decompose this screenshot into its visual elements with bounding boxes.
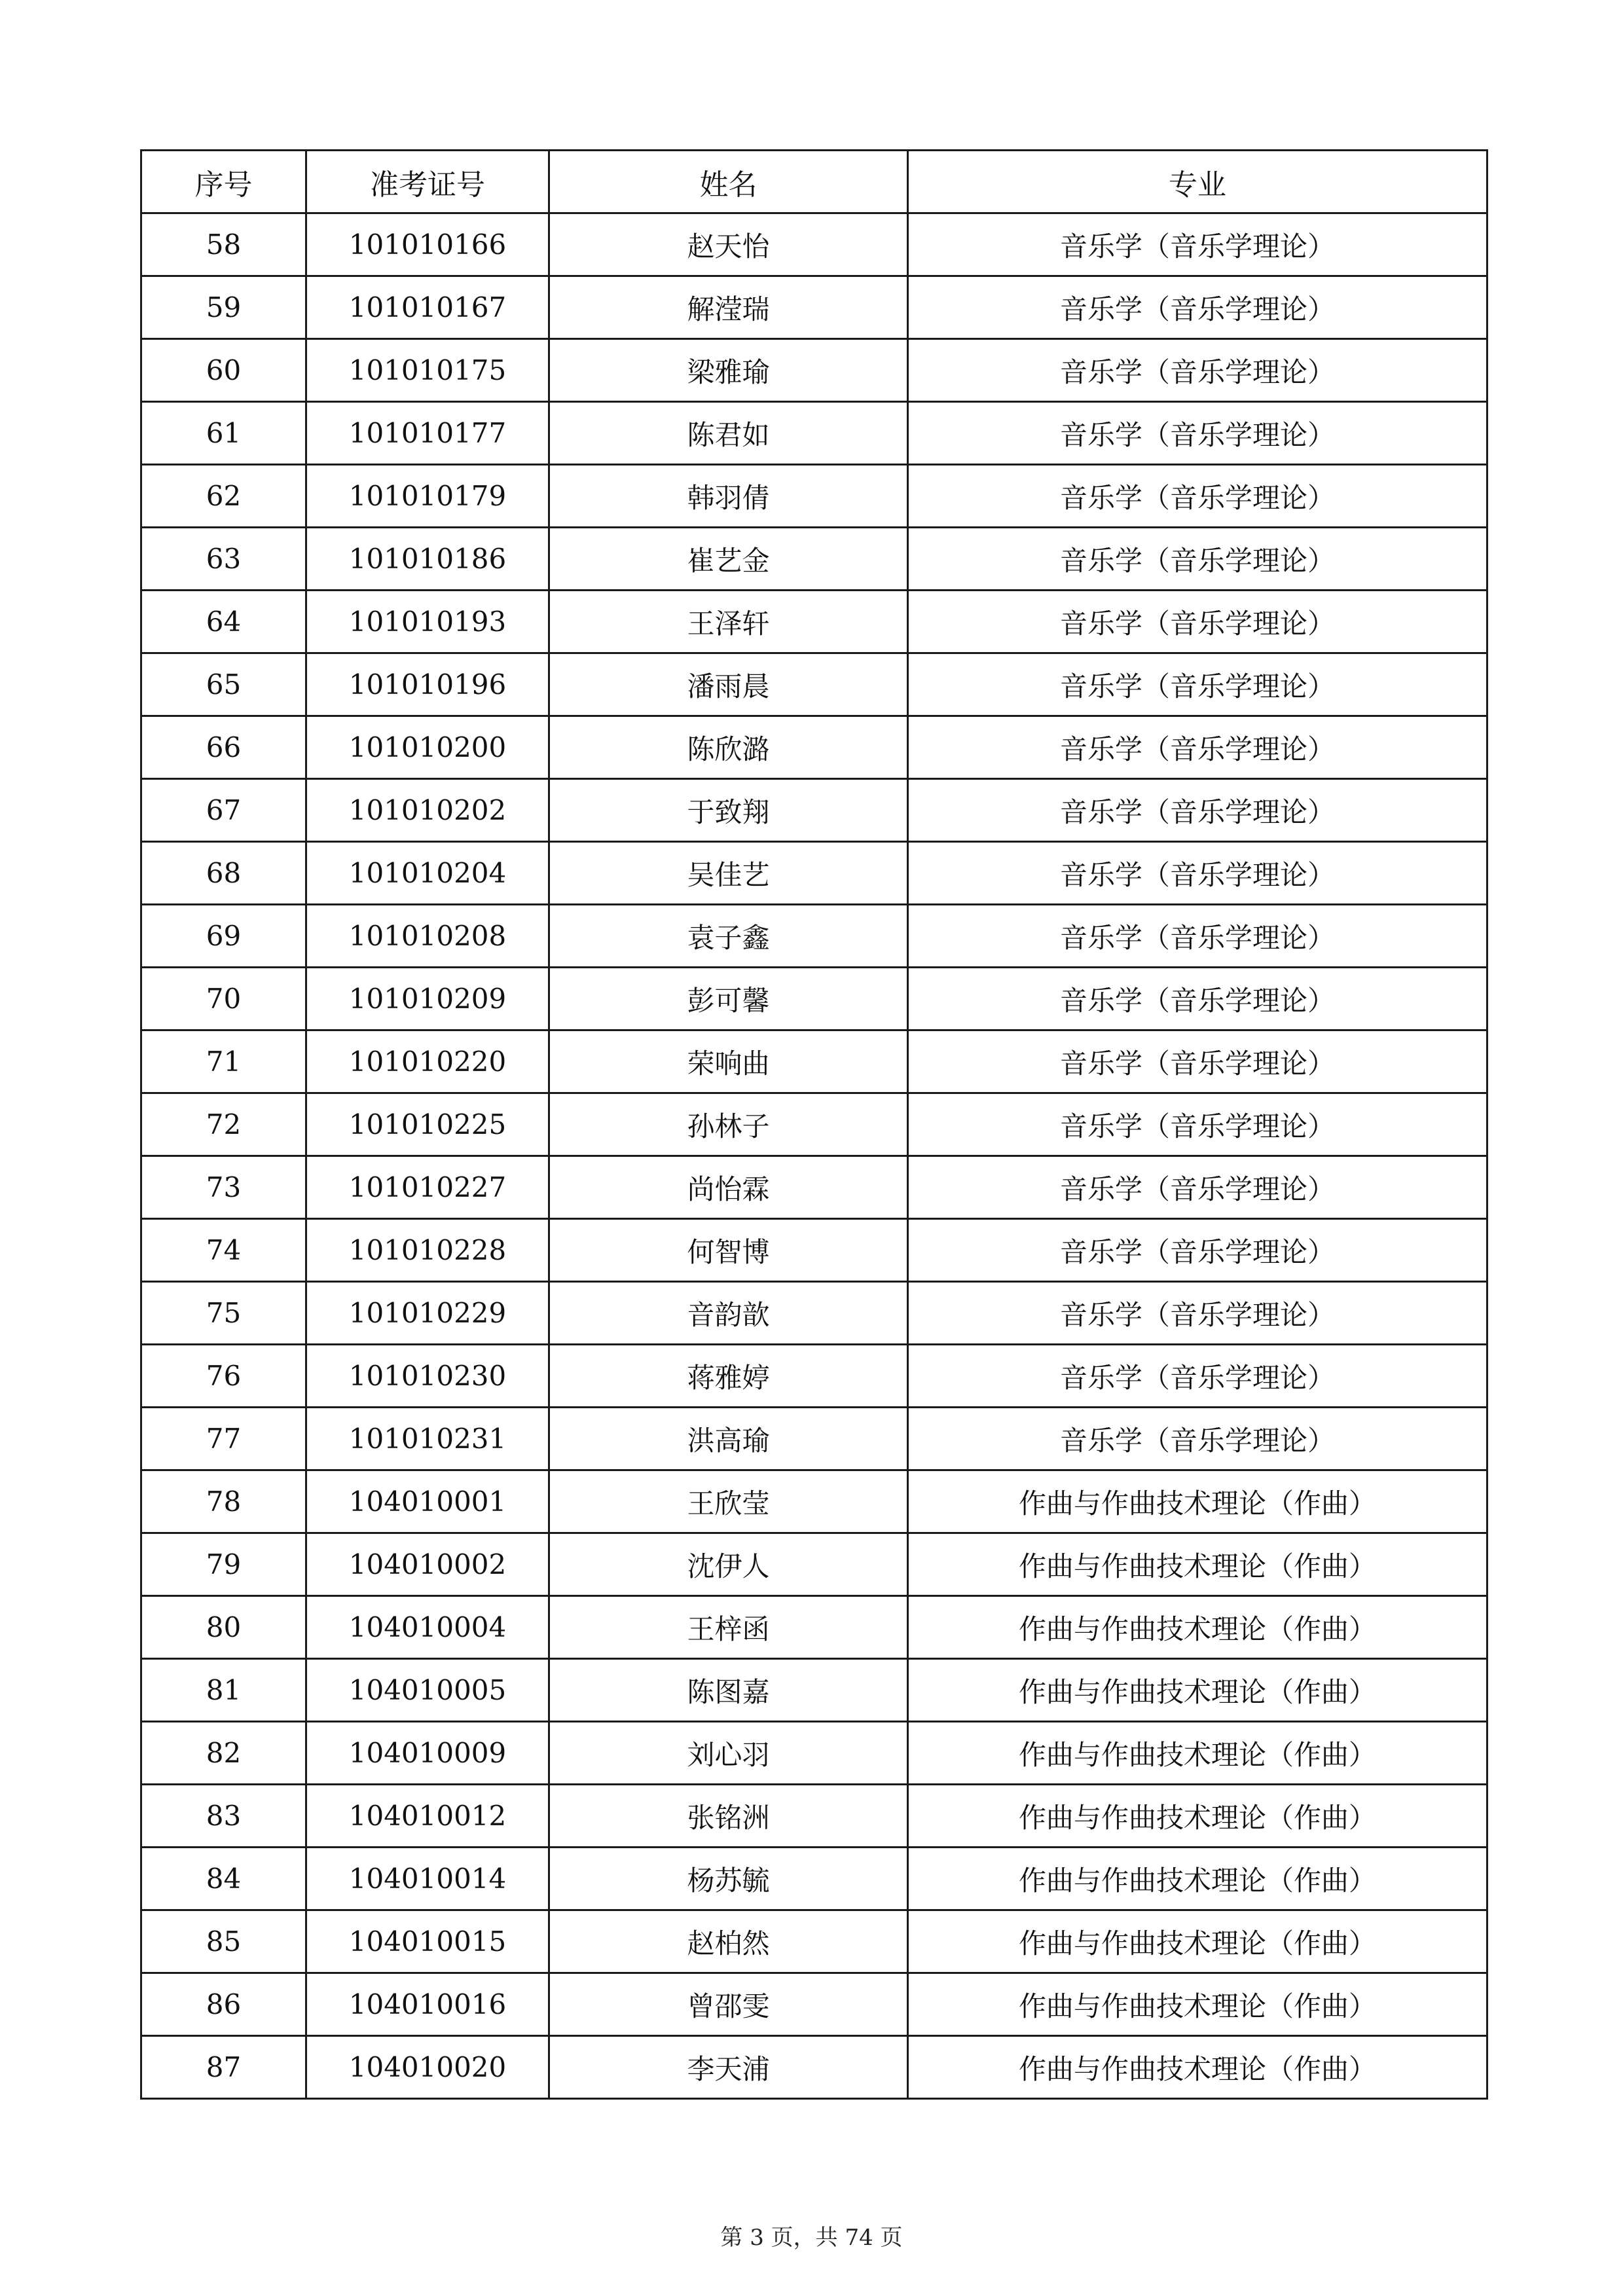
- table-row: [141, 1973, 1487, 2036]
- cell-index: 86: [141, 1973, 306, 2036]
- cell-exam-number: 101010225: [306, 1093, 549, 1156]
- table-row: [141, 1910, 1487, 1973]
- cell-index: 67: [141, 779, 306, 842]
- cell-name: 赵柏然: [549, 1910, 908, 1973]
- cell-major: 音乐学（音乐学理论）: [908, 779, 1487, 842]
- cell-name: 王梓函: [549, 1596, 908, 1659]
- cell-major: 音乐学（音乐学理论）: [908, 1030, 1487, 1093]
- cell-index: 74: [141, 1219, 306, 1282]
- cell-name: 尚怡霖: [549, 1156, 908, 1219]
- cell-exam-number: 104010016: [306, 1973, 549, 2036]
- cell-index: 68: [141, 842, 306, 905]
- cell-major: 作曲与作曲技术理论（作曲）: [908, 1722, 1487, 1785]
- cell-major: 音乐学（音乐学理论）: [908, 1156, 1487, 1219]
- cell-major: 音乐学（音乐学理论）: [908, 465, 1487, 528]
- cell-exam-number: 101010229: [306, 1282, 549, 1345]
- cell-major: 作曲与作曲技术理论（作曲）: [908, 1848, 1487, 1910]
- cell-name: 潘雨晨: [549, 653, 908, 716]
- cell-name: 何智博: [549, 1219, 908, 1282]
- cell-exam-number: 101010204: [306, 842, 549, 905]
- table-row: [141, 1156, 1487, 1219]
- table-row: [141, 465, 1487, 528]
- table-row: [141, 591, 1487, 653]
- cell-major: 音乐学（音乐学理论）: [908, 402, 1487, 465]
- cell-major: 音乐学（音乐学理论）: [908, 213, 1487, 276]
- cell-major: 音乐学（音乐学理论）: [908, 1345, 1487, 1408]
- candidate-table: [140, 149, 1488, 2100]
- cell-major: 音乐学（音乐学理论）: [908, 716, 1487, 779]
- cell-index: 81: [141, 1659, 306, 1722]
- table-row: [141, 1219, 1487, 1282]
- cell-name: 陈君如: [549, 402, 908, 465]
- cell-name: 曾邵雯: [549, 1973, 908, 2036]
- cell-exam-number: 101010230: [306, 1345, 549, 1408]
- cell-index: 64: [141, 591, 306, 653]
- cell-exam-number: 104010014: [306, 1848, 549, 1910]
- cell-index: 77: [141, 1408, 306, 1470]
- cell-name: 赵天怡: [549, 213, 908, 276]
- cell-major: 音乐学（音乐学理论）: [908, 842, 1487, 905]
- cell-index: 84: [141, 1848, 306, 1910]
- cell-exam-number: 101010193: [306, 591, 549, 653]
- cell-major: 作曲与作曲技术理论（作曲）: [908, 1973, 1487, 2036]
- table-row: [141, 1848, 1487, 1910]
- table-row: [141, 1470, 1487, 1533]
- cell-name: 沈伊人: [549, 1533, 908, 1596]
- table-row: [141, 2036, 1487, 2099]
- cell-exam-number: 104010012: [306, 1785, 549, 1848]
- cell-index: 63: [141, 528, 306, 591]
- table-row: [141, 1030, 1487, 1093]
- cell-major: 音乐学（音乐学理论）: [908, 1282, 1487, 1345]
- cell-index: 66: [141, 716, 306, 779]
- cell-exam-number: 104010020: [306, 2036, 549, 2099]
- cell-major: 音乐学（音乐学理论）: [908, 276, 1487, 339]
- cell-exam-number: 101010166: [306, 213, 549, 276]
- cell-major: 音乐学（音乐学理论）: [908, 1408, 1487, 1470]
- cell-major: 音乐学（音乐学理论）: [908, 1093, 1487, 1156]
- cell-exam-number: 101010175: [306, 339, 549, 402]
- cell-exam-number: 101010202: [306, 779, 549, 842]
- table-row: [141, 1408, 1487, 1470]
- header-major: 专业: [908, 151, 1487, 213]
- table-row: [141, 402, 1487, 465]
- cell-exam-number: 104010004: [306, 1596, 549, 1659]
- table-row: [141, 1659, 1487, 1722]
- cell-exam-number: 101010179: [306, 465, 549, 528]
- cell-exam-number: 101010177: [306, 402, 549, 465]
- table-row: [141, 653, 1487, 716]
- cell-exam-number: 104010002: [306, 1533, 549, 1596]
- table-row: [141, 1282, 1487, 1345]
- cell-major: 音乐学（音乐学理论）: [908, 653, 1487, 716]
- table-row: [141, 276, 1487, 339]
- table-row: [141, 1785, 1487, 1848]
- cell-major: 音乐学（音乐学理论）: [908, 968, 1487, 1030]
- cell-name: 蒋雅婷: [549, 1345, 908, 1408]
- table-row: [141, 1596, 1487, 1659]
- cell-exam-number: 101010167: [306, 276, 549, 339]
- cell-index: 70: [141, 968, 306, 1030]
- cell-exam-number: 101010186: [306, 528, 549, 591]
- cell-name: 张铭洲: [549, 1785, 908, 1848]
- cell-name: 李天浦: [549, 2036, 908, 2099]
- cell-name: 吴佳艺: [549, 842, 908, 905]
- table-row: [141, 213, 1487, 276]
- cell-exam-number: 104010009: [306, 1722, 549, 1785]
- table-row: [141, 779, 1487, 842]
- cell-name: 崔艺金: [549, 528, 908, 591]
- cell-name: 韩羽倩: [549, 465, 908, 528]
- table-body: [141, 213, 1487, 2099]
- cell-name: 彭可馨: [549, 968, 908, 1030]
- cell-exam-number: 101010200: [306, 716, 549, 779]
- cell-name: 荣响曲: [549, 1030, 908, 1093]
- cell-major: 作曲与作曲技术理论（作曲）: [908, 1785, 1487, 1848]
- cell-index: 58: [141, 213, 306, 276]
- cell-index: 78: [141, 1470, 306, 1533]
- cell-index: 73: [141, 1156, 306, 1219]
- table-row: [141, 905, 1487, 968]
- cell-index: 59: [141, 276, 306, 339]
- cell-name: 陈图嘉: [549, 1659, 908, 1722]
- cell-name: 袁子鑫: [549, 905, 908, 968]
- cell-index: 79: [141, 1533, 306, 1596]
- cell-name: 孙林子: [549, 1093, 908, 1156]
- cell-index: 76: [141, 1345, 306, 1408]
- table-row: [141, 1345, 1487, 1408]
- table-row: [141, 968, 1487, 1030]
- cell-exam-number: 104010005: [306, 1659, 549, 1722]
- cell-major: 作曲与作曲技术理论（作曲）: [908, 2036, 1487, 2099]
- cell-index: 82: [141, 1722, 306, 1785]
- cell-index: 71: [141, 1030, 306, 1093]
- cell-exam-number: 104010001: [306, 1470, 549, 1533]
- cell-exam-number: 101010220: [306, 1030, 549, 1093]
- cell-name: 于致翔: [549, 779, 908, 842]
- cell-index: 61: [141, 402, 306, 465]
- table-row: [141, 528, 1487, 591]
- cell-name: 音韵歆: [549, 1282, 908, 1345]
- cell-major: 音乐学（音乐学理论）: [908, 528, 1487, 591]
- header-exam-number: 准考证号: [306, 151, 549, 213]
- cell-exam-number: 104010015: [306, 1910, 549, 1973]
- cell-index: 87: [141, 2036, 306, 2099]
- cell-index: 72: [141, 1093, 306, 1156]
- cell-exam-number: 101010208: [306, 905, 549, 968]
- cell-name: 王泽轩: [549, 591, 908, 653]
- cell-major: 作曲与作曲技术理论（作曲）: [908, 1533, 1487, 1596]
- cell-name: 解滢瑞: [549, 276, 908, 339]
- cell-name: 王欣莹: [549, 1470, 908, 1533]
- cell-exam-number: 101010209: [306, 968, 549, 1030]
- cell-exam-number: 101010227: [306, 1156, 549, 1219]
- table-row: [141, 716, 1487, 779]
- cell-exam-number: 101010196: [306, 653, 549, 716]
- cell-major: 作曲与作曲技术理论（作曲）: [908, 1910, 1487, 1973]
- cell-major: 音乐学（音乐学理论）: [908, 905, 1487, 968]
- cell-major: 音乐学（音乐学理论）: [908, 339, 1487, 402]
- cell-index: 83: [141, 1785, 306, 1848]
- cell-index: 80: [141, 1596, 306, 1659]
- cell-name: 杨苏毓: [549, 1848, 908, 1910]
- cell-index: 85: [141, 1910, 306, 1973]
- cell-exam-number: 101010231: [306, 1408, 549, 1470]
- table-row: [141, 1722, 1487, 1785]
- table-header-row: [141, 151, 1487, 213]
- cell-name: 洪高瑜: [549, 1408, 908, 1470]
- cell-index: 62: [141, 465, 306, 528]
- header-index: 序号: [141, 151, 306, 213]
- page-number: 第 3 页，共 74 页: [720, 2225, 903, 2251]
- cell-major: 作曲与作曲技术理论（作曲）: [908, 1470, 1487, 1533]
- table-row: [141, 1093, 1487, 1156]
- cell-name: 梁雅瑜: [549, 339, 908, 402]
- table-row: [141, 842, 1487, 905]
- cell-name: 陈欣潞: [549, 716, 908, 779]
- cell-major: 音乐学（音乐学理论）: [908, 1219, 1487, 1282]
- cell-exam-number: 101010228: [306, 1219, 549, 1282]
- cell-index: 75: [141, 1282, 306, 1345]
- cell-index: 69: [141, 905, 306, 968]
- cell-name: 刘心羽: [549, 1722, 908, 1785]
- cell-major: 作曲与作曲技术理论（作曲）: [908, 1659, 1487, 1722]
- cell-index: 60: [141, 339, 306, 402]
- cell-index: 65: [141, 653, 306, 716]
- table-row: [141, 339, 1487, 402]
- header-name: 姓名: [549, 151, 908, 213]
- cell-major: 作曲与作曲技术理论（作曲）: [908, 1596, 1487, 1659]
- cell-major: 音乐学（音乐学理论）: [908, 591, 1487, 653]
- table-row: [141, 1533, 1487, 1596]
